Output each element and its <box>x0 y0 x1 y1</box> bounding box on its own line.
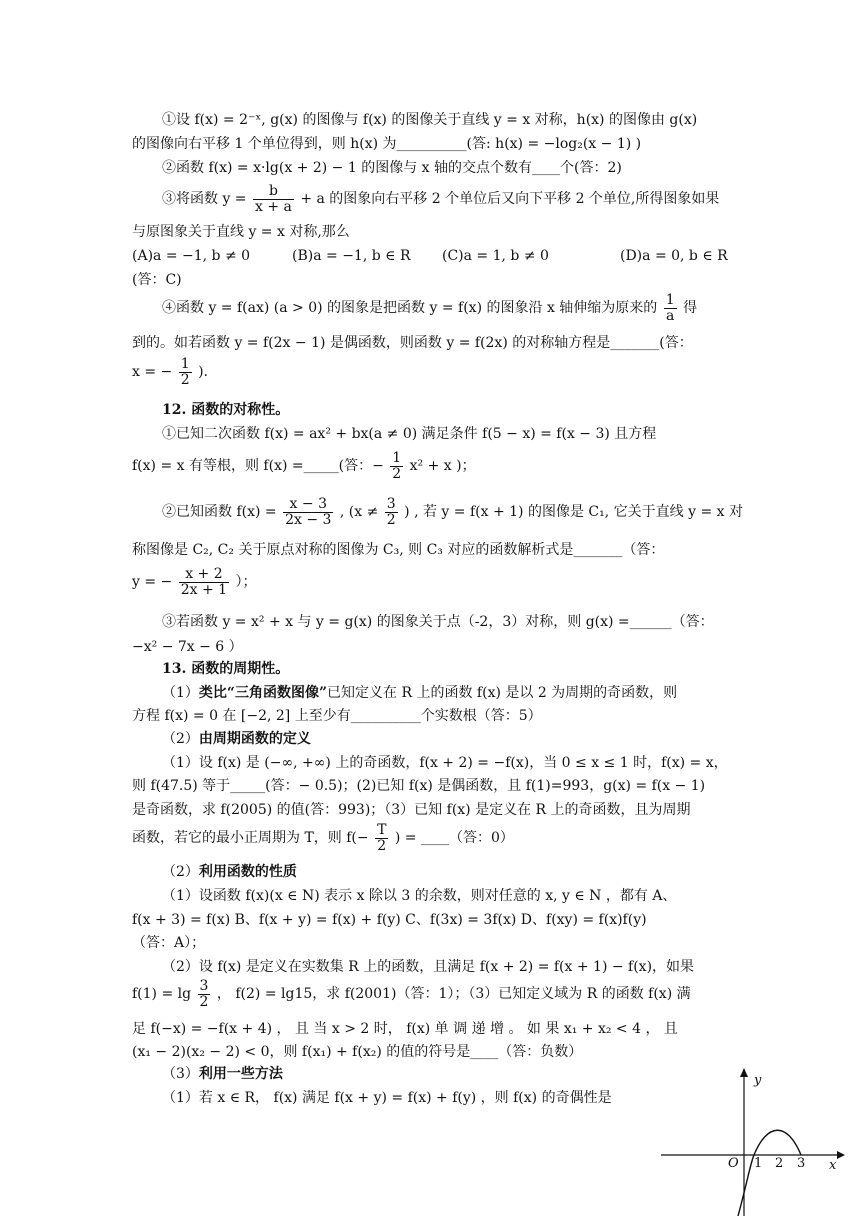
methods-line-1: （1）若 x ∈ R， f(x) 满足 f(x + y) = f(x) + f(y) ，则 f(x) 的奇偶性是 <box>162 1090 612 1106</box>
properties-line-4: （2）设 f(x) 是定义在实数集 R 上的函数，且满足 f(x + 2) = f(x + 1) − f(x)，如果 <box>162 959 695 975</box>
choice-a: (A)a = −1, b ≠ 0 <box>132 248 251 264</box>
y-label: y <box>754 1073 762 1088</box>
properties-line-3: （答：A）； <box>132 935 206 951</box>
sym-3-line-1: ③若函数 y = x² + x 与 y = g(x) 的图象关于点（-2，3）对称，则 g(x) =______（答： <box>162 614 714 630</box>
sym-2-line-2: 称图像是 C₂, C₂ 关于原点对称的图像为 C₃, 则 C₃ 对应的函数解析式是_______（答： <box>132 542 665 558</box>
properties-heading: （2）利用函数的性质 <box>162 864 297 880</box>
section-12-heading: 12. 函数的对称性。 <box>162 402 290 418</box>
y-axis-arrow <box>740 1068 748 1077</box>
fraction: $\frac{b}{x + a}$ <box>255 182 292 215</box>
properties-line-2: f(x + 3) = f(x) B、f(x + y) = f(x) + f(y) C、f(3x) = 3f(x) D、f(xy) = f(x)f(y) <box>132 912 647 928</box>
problem-1-line-1: ①设 f(x) = 2⁻ˣ, g(x) 的图像与 f(x) 的图像关于直线 y = x 对称，h(x) 的图像由 g(x) <box>162 112 698 128</box>
x-label: x <box>829 1158 837 1173</box>
problem-3-line-2: 与原图象关于直线 y = x 对称,那么 <box>132 224 350 240</box>
problem-2-line: ②函数 f(x) = x·lg(x + 2) − 1 的图像与 x 轴的交点个数有____个(答：2) <box>162 160 622 176</box>
properties-line-7: (x₁ − 2)(x₂ − 2) < 0，则 f(x₁) + f(x₂) 的值的符号是____（答：负数） <box>132 1044 583 1060</box>
period-1-line-1: （1）类比“三角函数图像”已知定义在 R 上的函数 f(x) 是以 2 为周期的奇函数，则 <box>162 685 678 701</box>
tick-1: 1 <box>754 1156 763 1171</box>
fraction: $\frac{x - 3}{2x - 3}$ <box>285 495 332 528</box>
answer-3: (答：C) <box>132 272 182 288</box>
choice-b: (B)a = −1, b ∈ R <box>292 248 411 264</box>
problem-1-line-2: 的图像向右平移 1 个单位得到，则 h(x) 为__________(答: h(x) = −log₂(x − 1) ) <box>132 136 642 152</box>
sym-2-answer: y = − $\frac{x + 2}{2x + 1}$ ）； <box>132 565 257 598</box>
tick-3: 3 <box>797 1156 806 1171</box>
properties-line-6: 足 f(−x) = −f(x + 4) ， 且 当 x > 2 时， f(x) 单 调 递 增 。 如 果 x₁ + x₂ < 4 ， 且 <box>132 1021 678 1037</box>
period-def-line-2: 则 f(47.5) 等于_____(答：− 0.5)；(2)已知 f(x) 是偶函数，且 f(1)=993，g(x) = f(x − 1) <box>132 778 706 794</box>
choice-c: (C)a = 1, b ≠ 0 <box>442 248 549 264</box>
function-graph <box>655 1065 855 1216</box>
sym-2-line-1: ②已知函数 f(x) = $\frac{x - 3}{2x - 3}$ , (x ≠ $\frac{3}{2}$ ) , 若 y = f(x + 1) 的图像是 C₁, 它关于直线 y = x 对 <box>162 495 743 528</box>
problem-4-line-1: ④函数 y = f(ax) (a > 0) 的图象是把函数 y = f(x) 的图象沿 x 轴伸缩为原来的 $\frac{1}{a}$ 得 <box>162 291 698 324</box>
fraction: $\frac{1}{2}$ <box>180 355 190 388</box>
methods-heading: （3）利用一些方法 <box>162 1066 283 1082</box>
choice-d: (D)a = 0, b ∈ R <box>620 248 728 264</box>
x-axis-arrow <box>837 1151 845 1159</box>
period-def-line-3: 是奇函数，求 f(2005) 的值(答：993)；（3）已知 f(x) 是定义在 R 上的奇函数，且为周期 <box>132 802 691 818</box>
fraction: $\frac{x + 2}{2x + 1}$ <box>180 565 228 598</box>
sym-3-answer: −x² − 7x − 6 ） <box>132 639 243 655</box>
properties-line-5: f(1) = lg $\frac{3}{2}$ ， f(2) = lg15，求 f(2001)（答：1）；（3）已知定义域为 R 的函数 f(x) 满 <box>132 977 691 1010</box>
fraction: $\frac{3}{2}$ <box>386 495 396 528</box>
problem-3-line-1: ③将函数 y = $\frac{b}{x + a}$ + a 的图象向右平移 2 个单位后又向下平移 2 个单位,所得图象如果 <box>162 182 720 215</box>
sym-1-line-2: f(x) = x 有等根，则 f(x) =_____(答：− $\frac{1}{2}$ x² + x )； <box>132 449 476 482</box>
tick-2: 2 <box>775 1156 784 1171</box>
fraction: $\frac{1}{a}$ <box>665 291 675 324</box>
period-1-line-2: 方程 f(x) = 0 在 [−2, 2] 上至少有__________个实数根（答：5） <box>132 708 542 724</box>
period-def-line-1: （1）设 f(x) 是 (−∞, +∞) 上的奇函数，f(x + 2) = −f(x)，当 0 ≤ x ≤ 1 时，f(x) = x， <box>162 755 728 771</box>
problem-4-line-2: 到的。如若函数 y = f(2x − 1) 是偶函数，则函数 y = f(2x) 的对称轴方程是_______(答： <box>132 335 693 351</box>
sym-1-line-1: ①已知二次函数 f(x) = ax² + bx(a ≠ 0) 满足条件 f(5 − x) = f(x − 3) 且方程 <box>162 426 657 442</box>
properties-line-1: （1）设函数 f(x)(x ∈ N) 表示 x 除以 3 的余数，则对任意的 x, y ∈ N ，都有 A、 <box>162 888 677 904</box>
fraction: $\frac{3}{2}$ <box>199 977 209 1010</box>
problem-4-answer: x = − $\frac{1}{2}$ ). <box>132 355 209 388</box>
origin-label: O <box>728 1156 739 1171</box>
fraction: $\frac{1}{2}$ <box>392 449 402 482</box>
period-def-heading: （2）由周期函数的定义 <box>162 731 311 747</box>
fraction: $\frac{T}{2}$ <box>377 821 387 854</box>
curve <box>738 1130 801 1216</box>
period-def-line-4: 函数，若它的最小正周期为 T，则 f(− $\frac{T}{2}$ ) = ____（答：0） <box>132 821 514 854</box>
section-13-heading: 13. 函数的周期性。 <box>162 661 290 677</box>
